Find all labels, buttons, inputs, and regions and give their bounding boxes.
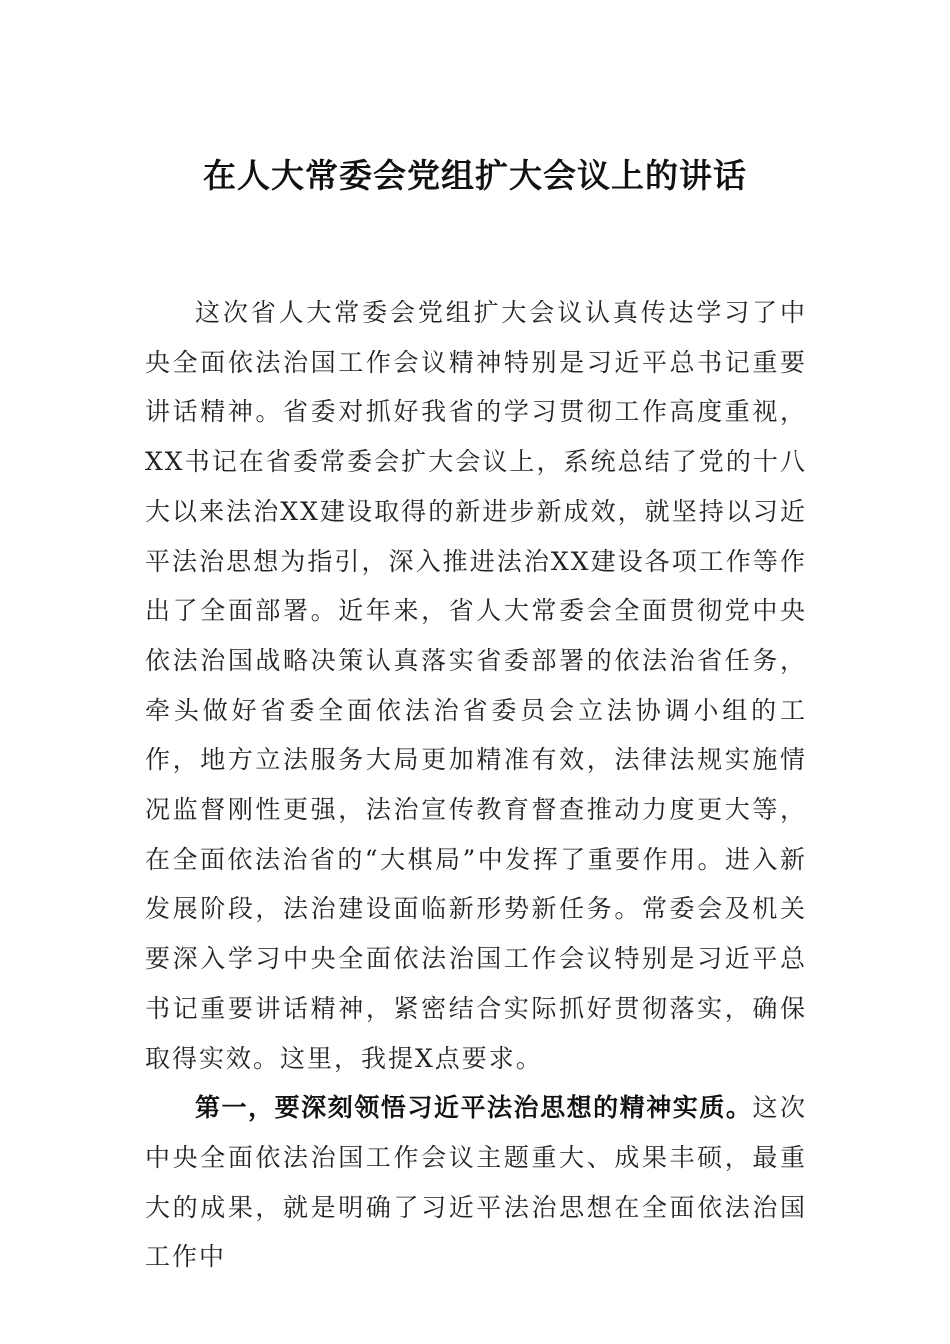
- paragraph-point-one-text: 这次中央全面依法治国工作会议主题重大、成果丰硕，最重大的成果，就是明确了习近平法治思想在全面依法治国工作中: [145, 1093, 807, 1272]
- paragraph-intro: [145, 288, 807, 1083]
- document-body: [145, 288, 807, 1282]
- paragraph-point-one-lead: 第一，要深刻领悟习近平法治思想的精神实质。: [195, 1093, 753, 1123]
- document-title: 在人大常委会党组扩大会议上的讲话: [203, 156, 747, 195]
- paragraph-point-one: [145, 1083, 807, 1282]
- paragraph-intro-text: 这次省人大常委会党组扩大会议认真传达学习了中央全面依法治国工作会议精神特别是习近平总书记重要讲话精神。省委对抓好我省的学习贯彻工作高度重视，XX书记在省委常委会扩大会议上，系统总结了党的十八大以来法治XX建设取得的新进步新成效，就坚持以习近平法治思想为指引，深入推进法治XX建设各项工作等作出了全面部署。近年来，省人大常委会全面贯彻党中央依法治国战略决策认真落实省委部署的依法治省任务，牵头做好省委全面依法治省委员会立法协调小组的工作，地方立法服务大局更加精准有效，法律法规实施情况监督刚性更强，法治宣传教育督查推动力度更大等，在全面依法治省的“大棋局”中发挥了重要作用。进入新发展阶段，法治建设面临新形势新任务。常委会及机关要深入学习中央全面依法治国工作会议特别是习近平总书记重要讲话精神，紧密结合实际抓好贯彻落实，确保取得实效。这里，我提X点要求。: [145, 298, 807, 1073]
